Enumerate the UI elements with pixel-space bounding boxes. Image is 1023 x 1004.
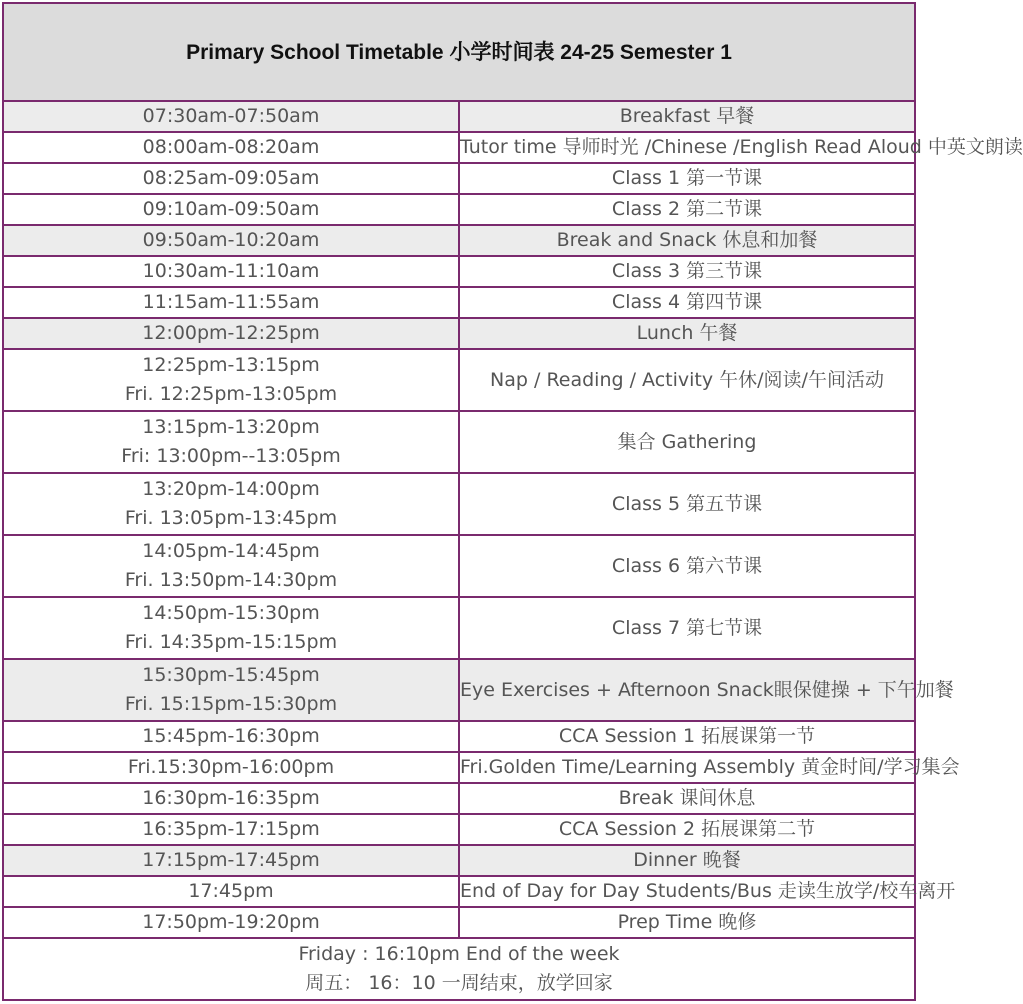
time-cell [3,349,459,411]
time-text: 17:50pm-19:20pm [142,911,320,933]
table-row [3,473,915,535]
time-text: Fri.15:30pm-16:00pm [127,756,335,778]
time-cell [3,132,459,163]
time-cell [3,845,459,876]
activity-cell: Class 3 第三节课 [459,256,915,287]
time-cell [3,907,459,938]
table-row [3,132,915,163]
time-cell [3,659,459,721]
time-cell [3,225,459,256]
time-text: 07:30am-07:50am [142,105,320,127]
activity-cell: Class 7 第七节课 [459,597,915,659]
activity-cell: Dinner 晚餐 [459,845,915,876]
activity-cell: Eye Exercises + Afternoon Snack眼保健操 + 下午加餐 [459,659,915,721]
table-row [3,287,915,318]
time-text: Fri. 13:05pm-13:45pm [124,507,338,529]
activity-cell: Breakfast 早餐 [459,101,915,132]
time-cell [3,318,459,349]
activity-cell: Class 1 第一节课 [459,163,915,194]
time-text: 14:50pm-15:30pm [142,602,320,624]
time-cell [3,597,459,659]
time-cell [3,101,459,132]
activity-cell: Class 5 第五节课 [459,473,915,535]
table-row [3,318,915,349]
activity-cell: Break 课间休息 [459,783,915,814]
table-row [3,535,915,597]
footer-line1: Friday : 16:10pm End of the week [298,943,620,965]
table-row [3,783,915,814]
activity-cell: End of Day for Day Students/Bus 走读生放学/校车离开 [459,876,915,907]
time-text: 13:15pm-13:20pm [142,416,320,438]
footer-cell [3,938,915,1000]
activity-cell: 集合 Gathering [459,411,915,473]
table-row [3,225,915,256]
activity-cell: Class 2 第二节课 [459,194,915,225]
time-text: Fri. 12:25pm-13:05pm [124,383,338,405]
time-text: 13:20pm-14:00pm [142,478,320,500]
table-row [3,907,915,938]
activity-cell: Fri.Golden Time/Learning Assembly 黄金时间/学习集会 [459,752,915,783]
table-row [3,814,915,845]
table-row [3,411,915,473]
time-text: Fri. 14:35pm-15:15pm [124,631,338,653]
table-row [3,349,915,411]
time-text: 17:45pm [188,880,274,902]
time-text: 12:25pm-13:15pm [142,354,320,376]
time-cell [3,163,459,194]
table-row [3,845,915,876]
table-row [3,659,915,721]
activity-cell: CCA Session 2 拓展课第二节 [459,814,915,845]
time-text: 11:15am-11:55am [142,291,320,313]
time-text: 14:05pm-14:45pm [142,540,320,562]
time-text: 17:15pm-17:45pm [142,849,320,871]
activity-cell: Class 6 第六节课 [459,535,915,597]
activity-cell: Lunch 午餐 [459,318,915,349]
time-cell [3,473,459,535]
activity-cell: Nap / Reading / Activity 午休/阅读/午间活动 [459,349,915,411]
time-cell [3,752,459,783]
time-text: 09:50am-10:20am [142,229,320,251]
time-text: 15:30pm-15:45pm [142,664,320,686]
activity-cell: Prep Time 晚修 [459,907,915,938]
footer-row [3,938,915,1000]
time-text: 15:45pm-16:30pm [142,725,320,747]
time-text: Fri. 13:50pm-14:30pm [124,569,338,591]
time-cell [3,194,459,225]
time-text: 10:30am-11:10am [142,260,320,282]
time-cell [3,287,459,318]
time-text: 08:00am-08:20am [142,136,320,158]
time-text: 16:30pm-16:35pm [142,787,320,809]
time-cell [3,411,459,473]
time-text: 12:00pm-12:25pm [142,322,320,344]
activity-cell: Tutor time 导师时光 /Chinese /English Read Aloud 中英文朗读 [459,132,915,163]
timetable [2,2,1023,1001]
table-row [3,597,915,659]
table-row [3,752,915,783]
activity-cell: Class 4 第四节课 [459,287,915,318]
time-cell [3,256,459,287]
time-text: 16:35pm-17:15pm [142,818,320,840]
time-cell [3,783,459,814]
time-text: 09:10am-09:50am [142,198,320,220]
footer-line2: 周五： 16：10 一周结束，放学回家 [305,972,613,994]
table-row [3,163,915,194]
table-row [3,721,915,752]
table-row [3,876,915,907]
table-row [3,194,915,225]
time-cell [3,876,459,907]
page-title: Primary School Timetable 小学时间表 24-25 Semester 1 [3,3,915,101]
time-cell [3,721,459,752]
time-text: Fri: 13:00pm--13:05pm [121,445,341,467]
activity-cell: CCA Session 1 拓展课第一节 [459,721,915,752]
table-row [3,101,915,132]
time-text: 08:25am-09:05am [142,167,320,189]
time-cell [3,535,459,597]
table-row [3,256,915,287]
time-cell [3,814,459,845]
time-text: Fri. 15:15pm-15:30pm [124,693,338,715]
activity-cell: Break and Snack 休息和加餐 [459,225,915,256]
